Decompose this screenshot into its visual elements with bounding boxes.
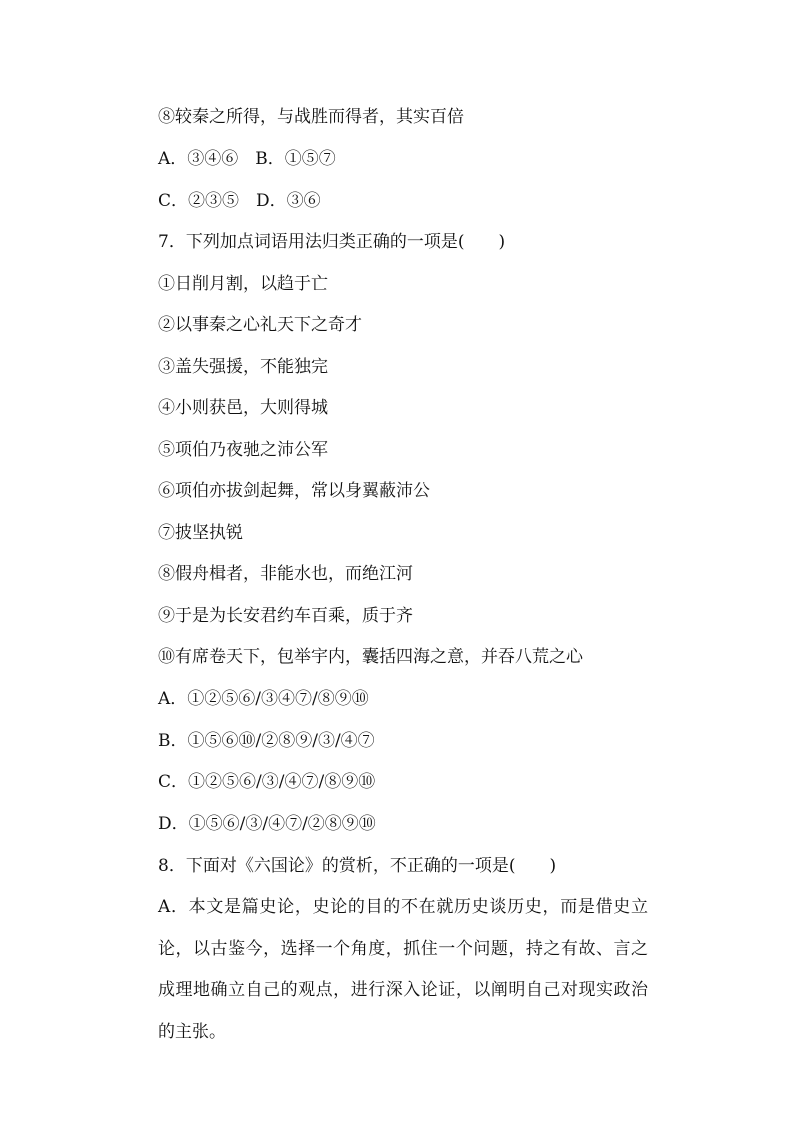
option-line: C．②③⑤ D．③⑥ [158,191,321,211]
text-line: ③盖失强援，不能独完 [158,357,328,377]
text-line: ①日削月割，以趋于亡 [158,274,328,294]
text-line: ④小则获邑，大则得城 [158,398,328,418]
question-8-title: 8．下面对《六国论》的赏析，不正确的一项是( ) [158,856,557,876]
option-line: C．①②⑤⑥/③/④⑦/⑧⑨⑩ [158,772,376,792]
option-line: A．①②⑤⑥/③④⑦/⑧⑨⑩ [158,689,369,709]
option-line: B．①⑤⑥⑩/②⑧⑨/③/④⑦ [158,731,375,751]
option-line: D．①⑤⑥/③/④⑦/②⑧⑨⑩ [158,814,376,834]
text-line: ⑩有席卷天下，包举宇内，囊括四海之意，并吞八荒之心 [158,647,583,667]
text-line: ⑥项伯亦拔剑起舞，常以身翼蔽沛公 [158,481,430,501]
text-line: ⑧较秦之所得，与战胜而得者，其实百倍 [158,107,464,127]
text-line: ⑤项伯乃夜驰之沛公军 [158,440,328,460]
option-line: A．③④⑥ B．①⑤⑦ [158,149,336,169]
text-line: ⑨于是为长安君约车百乘，质于齐 [158,606,413,626]
text-line: ⑦披坚执锐 [158,523,243,543]
text-line: ⑧假舟楫者，非能水也，而绝江河 [158,564,413,584]
question-7-title: 7．下列加点词语用法归类正确的一项是( ) [158,232,506,252]
text-line: ②以事秦之心礼天下之奇才 [158,315,362,335]
option-a-paragraph: A．本文是篇史论，史论的目的不在就历史谈历史，而是借史立论，以古鉴今，选择一个角度，抓住一个问题，持之有故、言之成理地确立自己的观点，进行深入论证，以阐明自己对现实政治的主张。 [158,897,648,1042]
